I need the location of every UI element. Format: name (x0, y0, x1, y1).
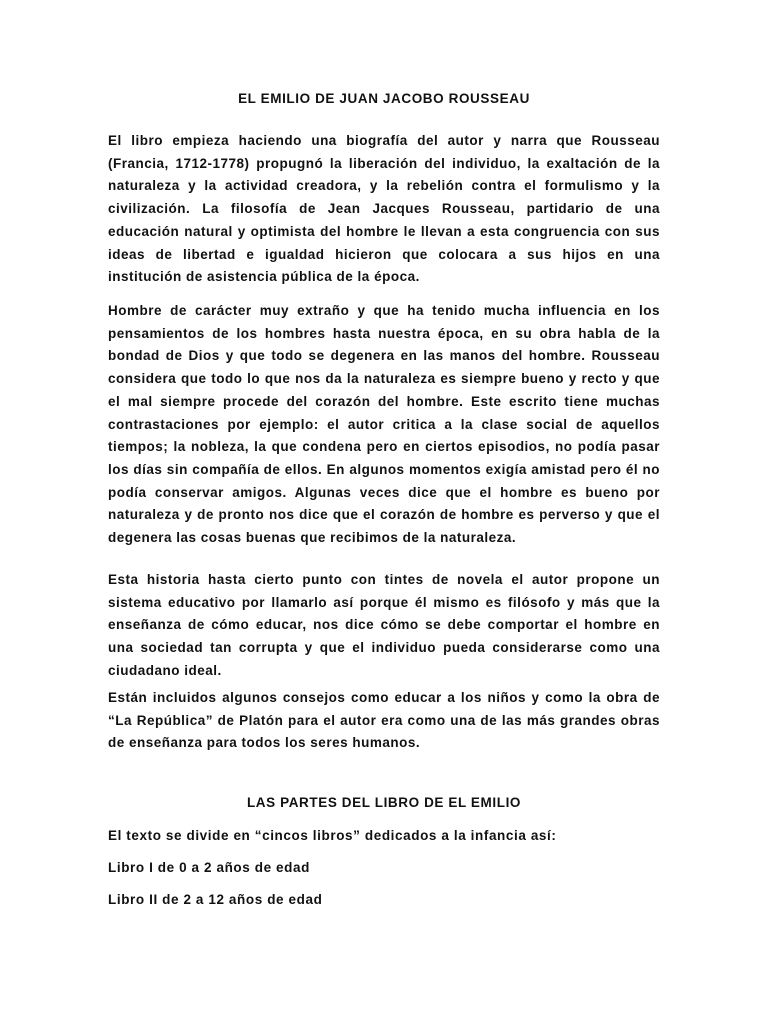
paragraph-biography: El libro empieza haciendo una biografía del autor y narra que Rousseau (Francia, 1712-1778) propugnó la liberación del individuo, la exaltación de la naturaleza y la actividad creadora, y la rebelión contra el formulismo y la civilización. La filosofía de Jean Jacques Rousseau, partidario de una educación natural y optimista del hombre le llevan a esta congruencia con sus ideas de libertad e igualdad hicieron que colocara a sus hijos en una institución de asistencia pública de la época. (108, 133, 660, 285)
document-title: EL EMILIO DE JUAN JACOBO ROUSSEAU (238, 91, 530, 106)
section-intro-line: El texto se divide en “cincos libros” dedicados a la infancia así: (108, 828, 557, 843)
book-one-line: Libro I de 0 a 2 años de edad (108, 860, 310, 875)
paragraph-advice: Están incluidos algunos consejos como educar a los niños y como la obra de “La República” de Platón para el autor era como una de las más grandes obras de enseñanza para todos los seres humanos. (108, 690, 660, 751)
book-two-line: Libro II de 2 a 12 años de edad (108, 892, 323, 907)
section-title: LAS PARTES DEL LIBRO DE EL EMILIO (246, 795, 522, 810)
paragraph-character: Hombre de carácter muy extraño y que ha tenido mucha influencia en los pensamientos de los hombres hasta nuestra época, en su obra habla de la bondad de Dios y que todo se degenera en las manos del hombre. Rousseau considera que todo lo que nos da la naturaleza es siempre bueno y recto y que el mal siempre procede del corazón del hombre. Este escrito tiene muchas contrastaciones por ejemplo: el autor critica a la clase social de aquellos tiempos; la nobleza, la que condena pero en ciertos episodios, no podía pasar los días sin compañía de ellos. En algunos momentos exigía amistad pero él no podía conservar amigos. Algunas veces dice que el hombre es bueno por naturaleza y de pronto nos dice que el corazón de hombre es perverso y que el degenera las cosas buenas que recibimos de la naturaleza. (108, 303, 660, 546)
paragraph-educational-system: Esta historia hasta cierto punto con tintes de novela el autor propone un sistema educativo por llamarlo así porque él mismo es filósofo y más que la enseñanza de cómo educar, nos dice cómo se debe comportar el hombre en una sociedad tan corrupta y que el individuo pueda considerarse como una ciudadano ideal. (108, 572, 660, 678)
